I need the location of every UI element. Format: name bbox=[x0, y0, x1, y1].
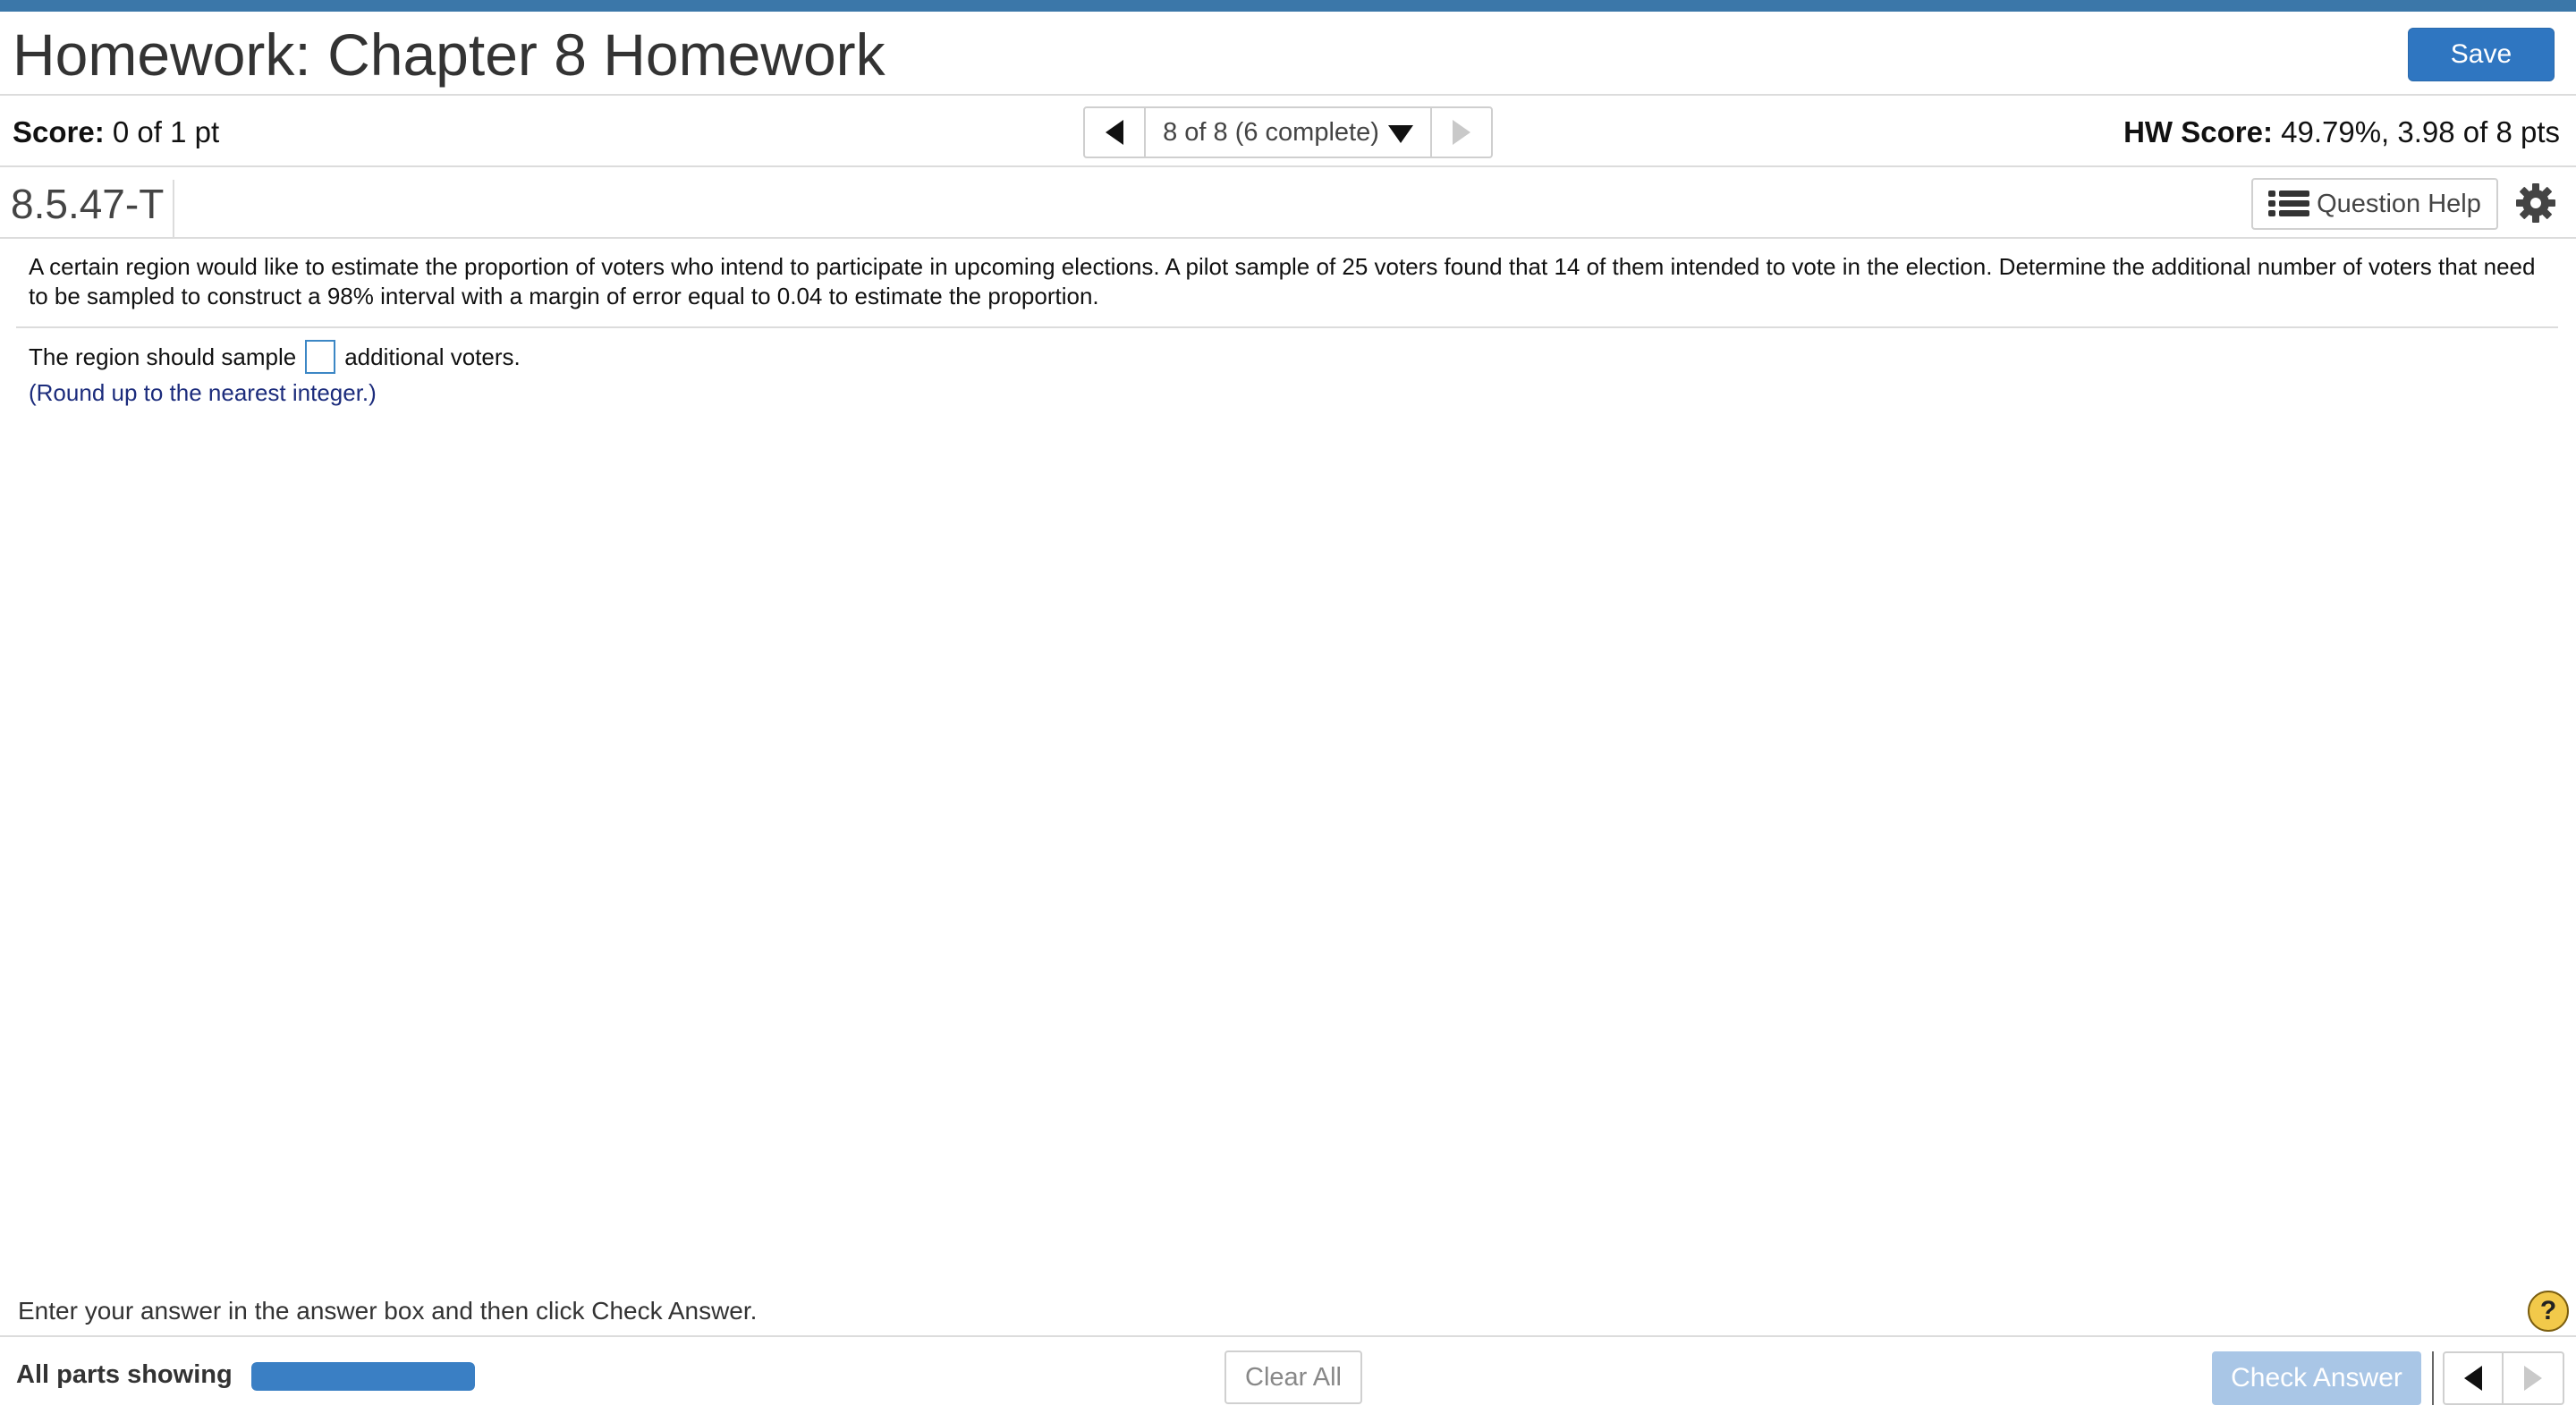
parts-progress-bar bbox=[251, 1362, 475, 1391]
next-question-button[interactable] bbox=[1430, 108, 1491, 157]
question-id-row bbox=[0, 167, 2576, 239]
hw-score-label: HW Score: bbox=[2123, 115, 2273, 148]
bottom-bar bbox=[0, 1335, 2576, 1414]
hw-score bbox=[2123, 115, 2560, 149]
score-value: 0 of 1 pt bbox=[112, 115, 220, 148]
question-selector-dropdown[interactable] bbox=[1146, 108, 1430, 157]
divider bbox=[16, 326, 2558, 328]
question-circle-icon[interactable]: ? bbox=[2528, 1291, 2569, 1332]
question-help-button[interactable] bbox=[2251, 178, 2498, 230]
question-help-label: Question Help bbox=[2317, 189, 2481, 218]
answer-prefix: The region should sample bbox=[29, 343, 297, 370]
answer-line bbox=[29, 340, 521, 374]
question-navigator bbox=[1083, 106, 1493, 158]
top-accent-bar bbox=[0, 0, 2576, 12]
previous-question-button[interactable] bbox=[1085, 108, 1146, 157]
page-title: Homework: Chapter 8 Homework bbox=[13, 21, 886, 88]
hw-score-value: 49.79%, 3.98 of 8 pts bbox=[2281, 115, 2560, 148]
bottom-next-button[interactable] bbox=[2504, 1353, 2563, 1403]
parts-progress-fill bbox=[251, 1362, 475, 1391]
rounding-hint: (Round up to the nearest integer.) bbox=[29, 379, 377, 406]
bottom-question-navigator bbox=[2443, 1351, 2564, 1405]
score-row bbox=[0, 96, 2576, 167]
save-button[interactable]: Save bbox=[2408, 28, 2555, 81]
instruction-text: Enter your answer in the answer box and then click Check Answer. bbox=[18, 1297, 758, 1325]
question-id: 8.5.47-T bbox=[11, 180, 174, 239]
title-row bbox=[0, 12, 2576, 96]
triangle-right-icon bbox=[1453, 120, 1470, 145]
bottom-previous-button[interactable] bbox=[2445, 1353, 2504, 1403]
bottom-nav-separator bbox=[2432, 1351, 2434, 1405]
triangle-left-icon bbox=[1106, 120, 1123, 145]
answer-input[interactable] bbox=[305, 340, 335, 374]
gear-icon[interactable] bbox=[2514, 182, 2557, 224]
question-selector-label: 8 of 8 (6 complete) bbox=[1163, 117, 1379, 147]
triangle-right-icon bbox=[2524, 1366, 2542, 1391]
clear-all-button[interactable]: Clear All bbox=[1224, 1350, 1362, 1404]
list-icon bbox=[2268, 190, 2309, 218]
check-answer-button[interactable]: Check Answer bbox=[2212, 1351, 2421, 1405]
triangle-left-icon bbox=[2464, 1366, 2482, 1391]
question-text: A certain region would like to estimate the proportion of voters who intend to participate in upcoming elections. A pilot sample of 25 voters found that 14 of them intended to vote in the election. Determine the additional number of voters that need to be sampled to construct a 98% interval with a margin of error equal to 0.04 to estimate the proportion. bbox=[29, 253, 2536, 309]
answer-suffix: additional voters. bbox=[344, 343, 521, 370]
parts-label: All parts showing bbox=[16, 1360, 233, 1389]
score-label: Score: bbox=[13, 115, 105, 148]
caret-down-icon bbox=[1388, 125, 1413, 143]
score bbox=[13, 115, 219, 149]
